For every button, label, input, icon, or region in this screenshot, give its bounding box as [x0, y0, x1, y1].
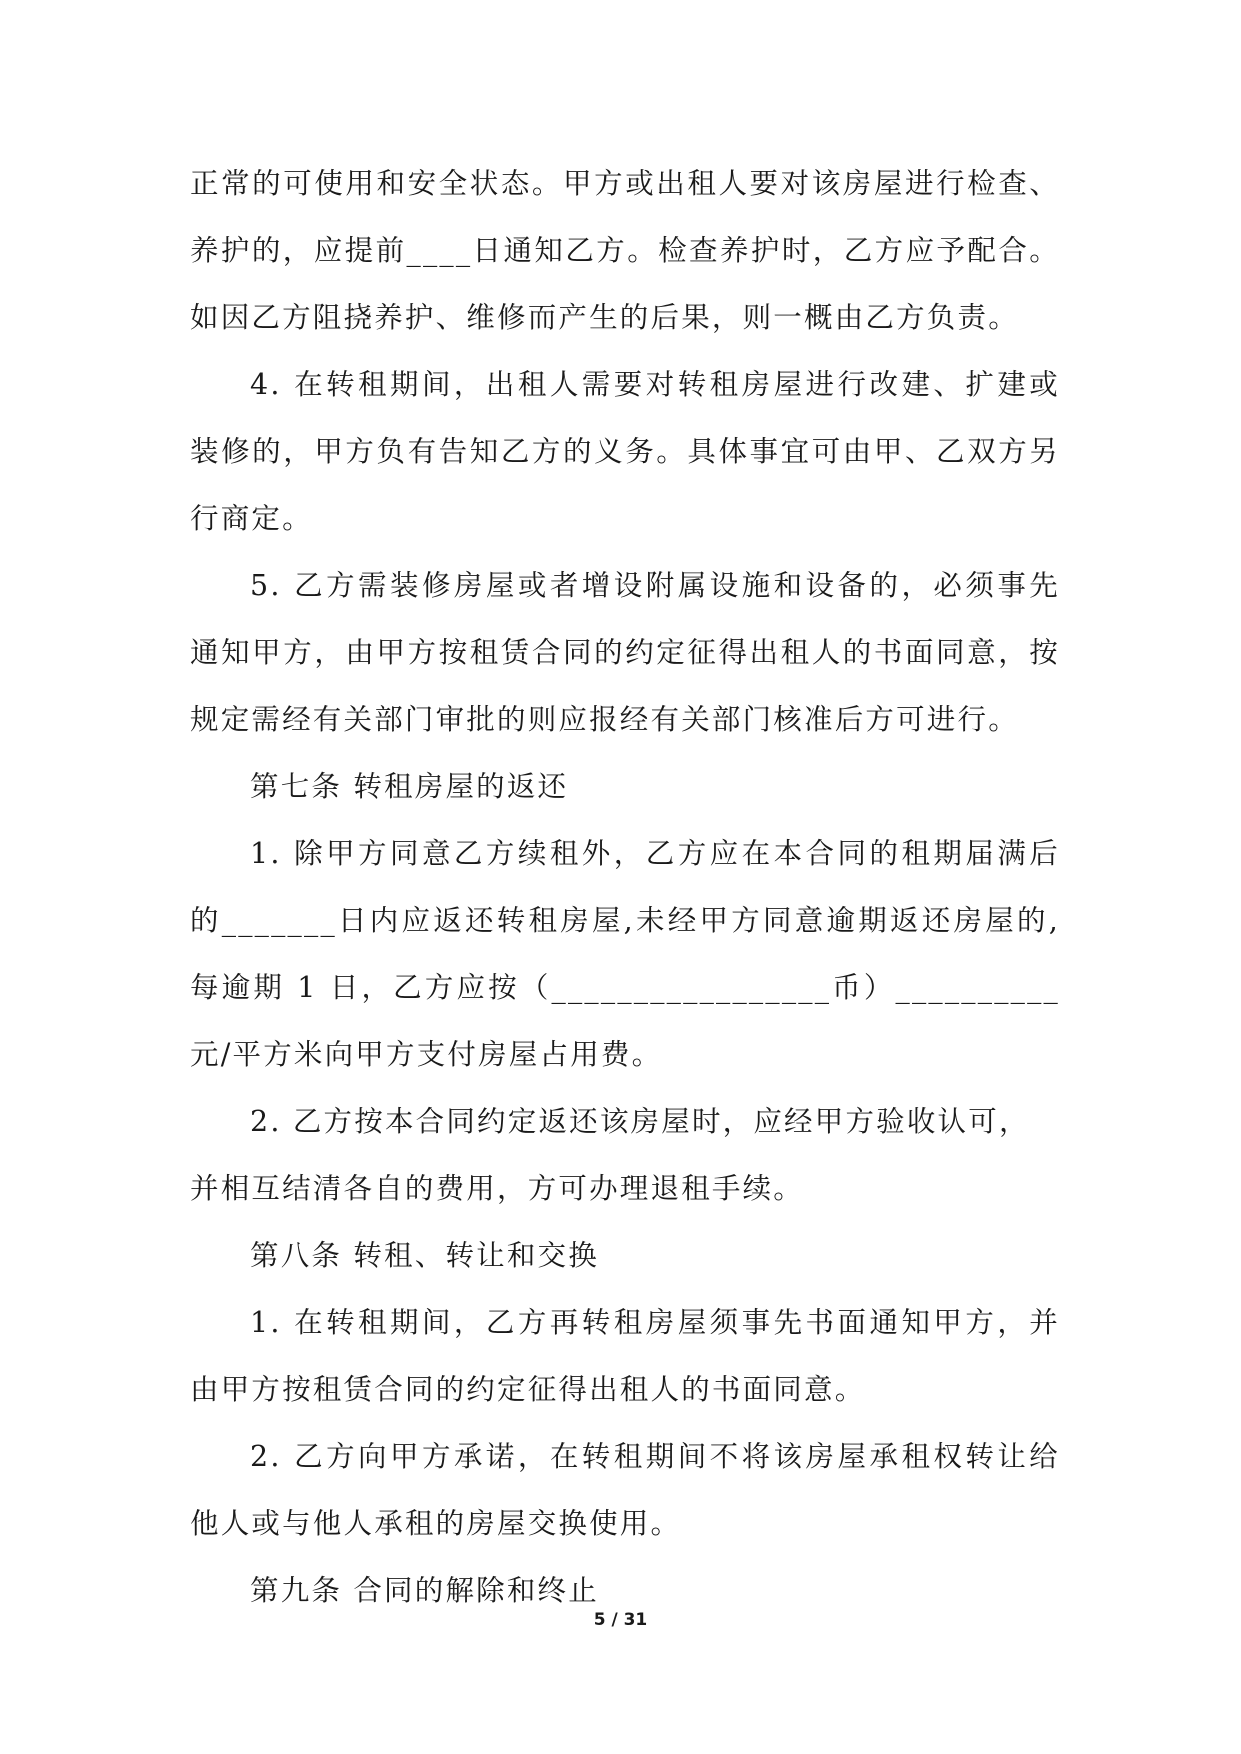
text-line: 正常的可使用和安全状态。甲方或出租人要对该房屋进行检查、 — [190, 167, 1060, 200]
text-line: 5. 乙方需装修房屋或者增设附属设施和设备的，必须事先 — [250, 569, 1060, 602]
text-line: 他人或与他人承租的房屋交换使用。 — [190, 1507, 682, 1540]
text-line: 的_______日内应返还转租房屋,未经甲方同意逾期返还房屋的, — [190, 904, 1060, 937]
text-line: 并相互结清各自的费用，方可办理退租手续。 — [190, 1172, 805, 1205]
text-line: 养护的，应提前____日通知乙方。检查养护时，乙方应予配合。 — [190, 234, 1060, 267]
text-line: 规定需经有关部门审批的则应报经有关部门核准后方可进行。 — [190, 703, 1019, 736]
text-line: 行商定。 — [190, 502, 313, 535]
text-line: 装修的，甲方负有告知乙方的义务。具体事宜可由甲、乙双方另 — [190, 435, 1060, 468]
text-line: 如因乙方阻挠养护、维修而产生的后果，则一概由乙方负责。 — [190, 301, 1019, 334]
text-line: 1. 除甲方同意乙方续租外，乙方应在本合同的租期届满后 — [250, 837, 1060, 870]
section-heading: 第八条 转租、转让和交换 — [250, 1239, 599, 1272]
text-line: 4. 在转租期间，出租人需要对转租房屋进行改建、扩建或 — [250, 368, 1060, 401]
text-line: 元/平方米向甲方支付房屋占用费。 — [190, 1038, 663, 1071]
text-line: 2. 乙方向甲方承诺，在转租期间不将该房屋承租权转让给 — [250, 1440, 1060, 1473]
text-line: 通知甲方，由甲方按租赁合同的约定征得出租人的书面同意，按 — [190, 636, 1060, 669]
text-line: 1. 在转租期间，乙方再转租房屋须事先书面通知甲方，并 — [250, 1306, 1060, 1339]
document-body — [190, 160, 1060, 1634]
section-heading: 第七条 转租房屋的返还 — [250, 770, 569, 803]
page-number: 5 / 31 — [593, 1610, 648, 1630]
text-line: 每逾期 1 日，乙方应按（_________________币）__________ — [190, 971, 1060, 1004]
text-line: 2. 乙方按本合同约定返还该房屋时，应经甲方验收认可， — [250, 1105, 1030, 1138]
text-line: 由甲方按租赁合同的约定征得出租人的书面同意。 — [190, 1373, 866, 1406]
section-heading: 第九条 合同的解除和终止 — [250, 1574, 599, 1607]
